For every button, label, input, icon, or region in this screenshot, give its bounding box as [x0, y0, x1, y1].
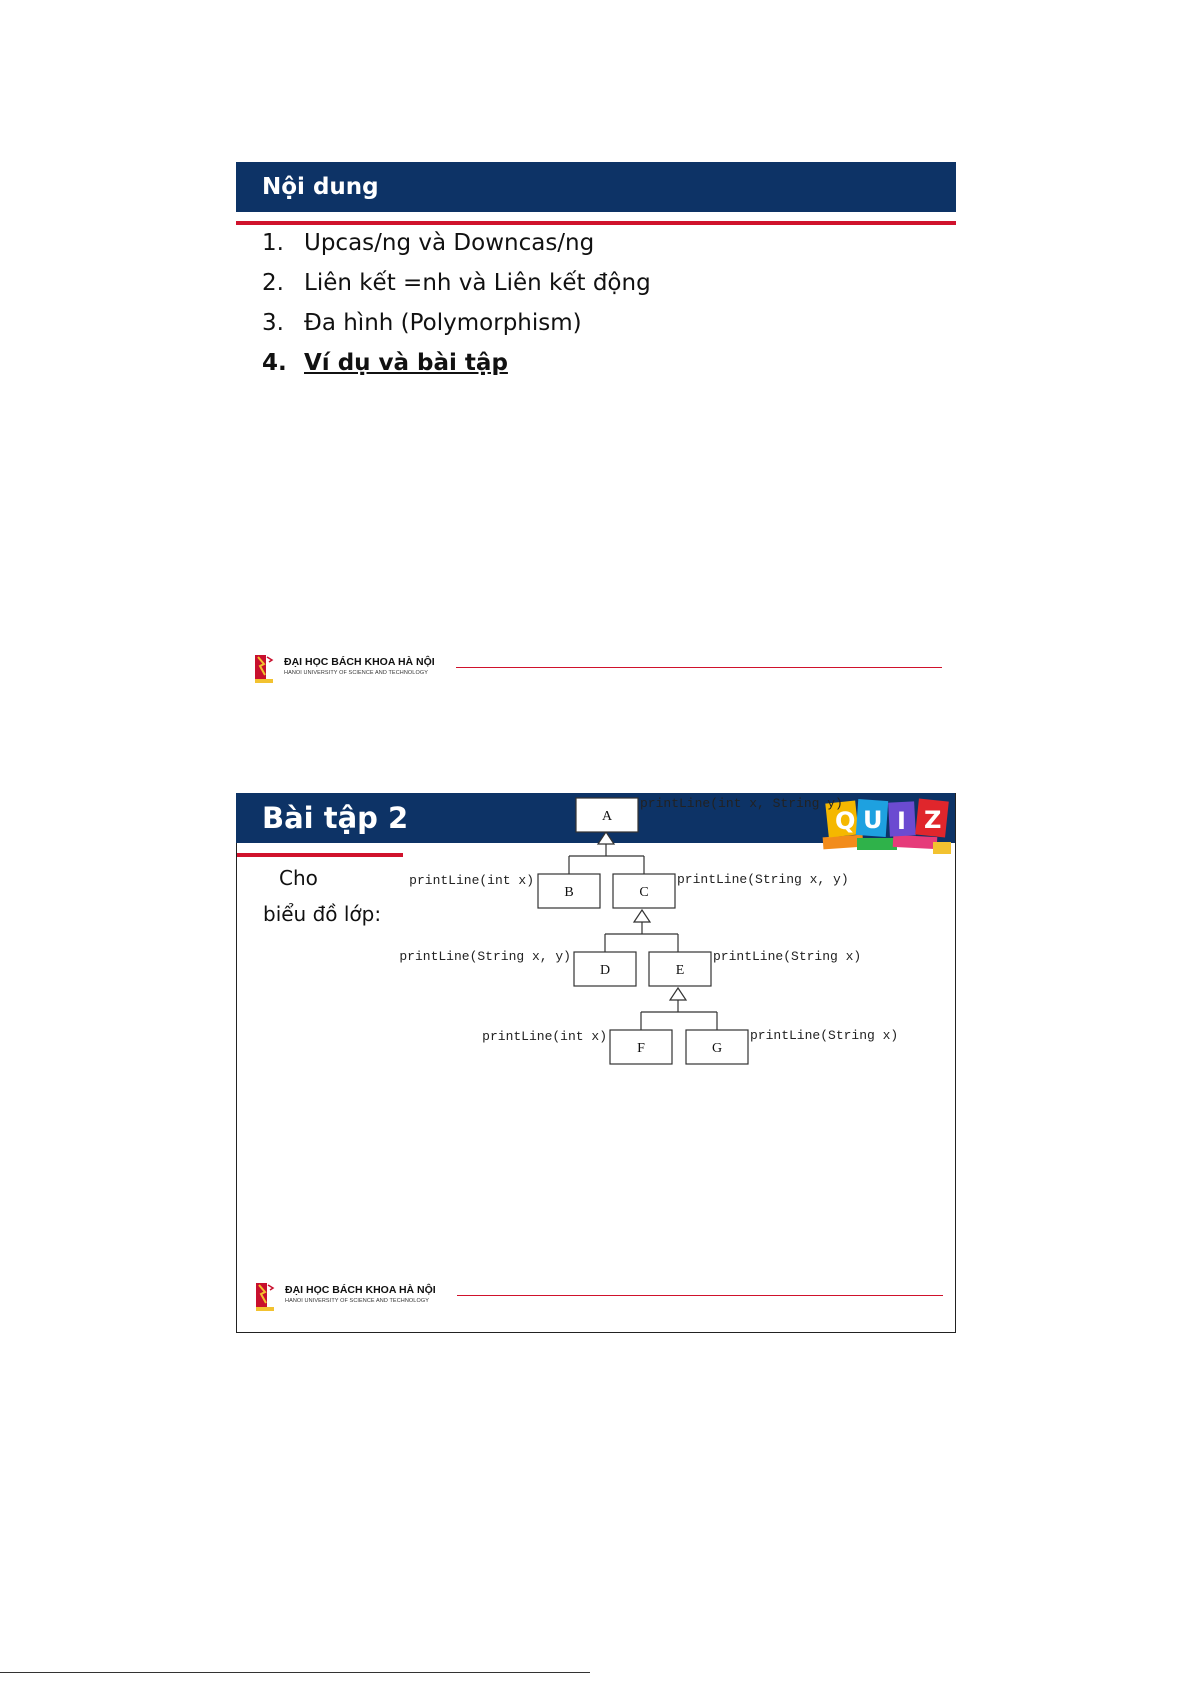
- university-name: ĐẠI HỌC BÁCH KHOA HÀ NỘI: [284, 656, 435, 668]
- slide-title: Bài tập 2: [262, 801, 409, 835]
- method-label-c: printLine(String x, y): [677, 872, 849, 887]
- svg-text:F: F: [637, 1041, 645, 1056]
- agenda-item-active: 4. Ví dụ và bài tập: [262, 350, 508, 376]
- university-logo: [254, 654, 274, 684]
- method-label-d: printLine(String x, y): [399, 949, 571, 964]
- class-box-d: [574, 952, 636, 986]
- inheritance-arrow-icon: [598, 832, 614, 844]
- agenda-item: 2. Liên kết =nh và Liên kết động: [262, 270, 651, 296]
- university-name: ĐẠI HỌC BÁCH KHOA HÀ NỘI: [285, 1284, 436, 1296]
- method-label-g: printLine(String x): [750, 1028, 899, 1043]
- footer: [255, 1282, 935, 1312]
- svg-text:U: U: [863, 806, 883, 834]
- class-box-c: [613, 874, 675, 908]
- title-underline: [236, 221, 956, 225]
- agenda-list: [262, 228, 651, 388]
- inheritance-arrow-icon: [670, 988, 686, 1000]
- svg-text:D: D: [599, 963, 611, 978]
- footer-rule: [457, 1295, 943, 1296]
- agenda-item: 3. Đa hình (Polymorphism): [262, 310, 582, 336]
- university-name-en: HANOI UNIVERSITY OF SCIENCE AND TECHNOLOGY: [284, 670, 428, 676]
- description-line: Cho: [279, 866, 318, 890]
- svg-text:Z: Z: [924, 806, 942, 834]
- footer: [254, 654, 934, 684]
- method-label-f: printLine(int x): [482, 1029, 607, 1044]
- method-label-b: printLine(int x): [409, 873, 534, 888]
- slide-contents: [236, 162, 956, 692]
- method-label-a: printLine(int x, String y): [640, 796, 843, 811]
- svg-text:B: B: [564, 885, 574, 900]
- class-box-b: [538, 874, 600, 908]
- footer-rule: [456, 667, 942, 668]
- title-bar: [236, 162, 956, 212]
- class-box-a: [576, 798, 638, 832]
- svg-text:E: E: [675, 963, 685, 978]
- description-line: biểu đồ lớp:: [263, 902, 382, 926]
- inheritance-lines: [569, 832, 717, 1030]
- class-diagram: [237, 794, 957, 1334]
- svg-text:I: I: [897, 807, 906, 835]
- inheritance-arrow-icon: [634, 910, 650, 922]
- class-box-e: [649, 952, 711, 986]
- agenda-item: 1. Upcas/ng và Downcas/ng: [262, 230, 595, 256]
- svg-text:G: G: [711, 1041, 723, 1056]
- slide-title: Nội dung: [262, 174, 379, 200]
- page-bottom-rule: [0, 1672, 590, 1673]
- svg-text:A: A: [601, 809, 613, 824]
- slide-exercise-2: [236, 793, 956, 1333]
- university-logo: [255, 1282, 275, 1312]
- svg-text:C: C: [639, 885, 649, 900]
- svg-text:Q: Q: [835, 807, 856, 835]
- method-label-e: printLine(String x): [713, 949, 862, 964]
- class-box-f: [610, 1030, 672, 1064]
- class-box-g: [686, 1030, 748, 1064]
- university-name-en: HANOI UNIVERSITY OF SCIENCE AND TECHNOLOGY: [285, 1298, 429, 1304]
